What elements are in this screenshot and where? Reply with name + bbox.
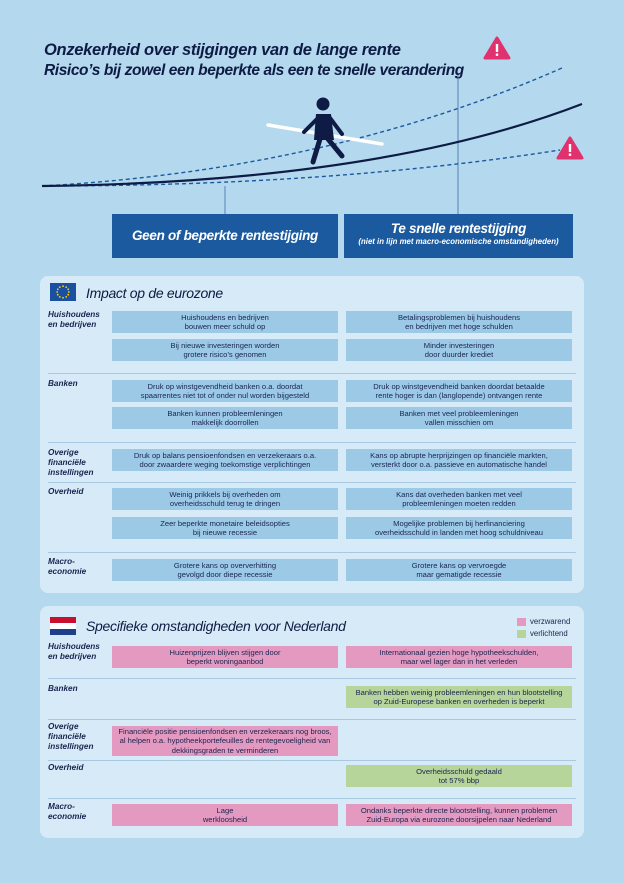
netherlands-row-label: Banken (48, 684, 78, 693)
warning-triangle-icon-bottom (558, 138, 582, 158)
legend-swatch-verzwarend (517, 618, 526, 626)
eurozone-impact-box-left: Weinig prikkels bij overheden om overheidsschuld terug te dringen (112, 488, 338, 510)
page-title: Onzekerheid over stijgingen van de lange rente (44, 41, 401, 59)
eurozone-impact-box-right: Druk op winstgevendheid banken doordat betaalde rente hoger is dan (langlopende) ontvangen rente (346, 380, 572, 402)
netherlands-box-left: Financiële positie pensioenfondsen en verzekeraars nog broos, al helpen o.a. hypotheekportefeuilles de rentegevoeligheid van dekkingsgraden te verminderen (112, 726, 338, 756)
netherlands-row-label: Macro- economie (48, 802, 87, 821)
eurozone-impact-box-left: Druk op winstgevendheid banken o.a. doordat spaarrentes niet tot of onder nul worden bijgesteld (112, 380, 338, 402)
row-divider (48, 678, 576, 679)
eurozone-impact-box-right: Kans dat overheden banken met veel probleemleningen moeten redden (346, 488, 572, 510)
eurozone-impact-box-right: Mogelijke problemen bij herfinanciering overheidsschuld in landen met hoog schuldniveau (346, 517, 572, 539)
eu-flag-icon (50, 283, 76, 301)
warning-triangle-icon-top (485, 38, 509, 58)
eurozone-impact-box-right: Minder investeringen door duurder krediet (346, 339, 572, 361)
netherlands-box-right: Overheidsschuld gedaald tot 57% bbp (346, 765, 572, 787)
steep-trajectory-line (42, 68, 562, 186)
legend-swatch-verlichtend (517, 630, 526, 638)
eurozone-row-label: Huishoudens en bedrijven (48, 310, 100, 329)
row-divider (48, 442, 576, 443)
scenario-left-label: Geen of beperkte rentestijging (131, 228, 319, 243)
eurozone-impact-box-right: Grotere kans op vervroegde maar gematigde recessie (346, 559, 572, 581)
eurozone-impact-box-right: Betalingsproblemen bij huishoudens en bedrijven met hoge schulden (346, 311, 572, 333)
netherlands-panel-title: Specifieke omstandigheden voor Nederland (86, 618, 346, 634)
eurozone-impact-box-right: Kans op abrupte herprijzingen op financiële markten, versterkt door o.a. passieve en automatische handel (346, 449, 572, 471)
eurozone-impact-box-right: Banken met veel probleemleningen vallen misschien om (346, 407, 572, 429)
row-divider (48, 760, 576, 761)
eurozone-row-label: Macro- economie (48, 557, 87, 576)
eurozone-impact-box-left: Huishoudens en bedrijven bouwen meer schuld op (112, 311, 338, 333)
netherlands-row-label: Overheid (48, 763, 84, 772)
netherlands-box-left: Lage werkloosheid (112, 804, 338, 826)
eurozone-row-label: Overige financiële instellingen (48, 448, 94, 477)
row-divider (48, 552, 576, 553)
eurozone-row-label: Banken (48, 379, 78, 388)
netherlands-box-left: Huizenprijzen blijven stijgen door beperkt woningaanbod (112, 646, 338, 668)
eurozone-impact-box-left: Bij nieuwe investeringen worden grotere risico’s genomen (112, 339, 338, 361)
eurozone-impact-box-left: Banken kunnen probleemleningen makkelijk doorrollen (112, 407, 338, 429)
row-divider (48, 719, 576, 720)
tightrope-walker-icon (304, 98, 342, 163)
eurozone-impact-panel (40, 276, 584, 593)
row-divider (48, 482, 576, 483)
scenario-right-label: Te snelle rentestijging (390, 221, 527, 236)
netherlands-row-label: Overige financiële instellingen (48, 722, 94, 751)
row-divider (48, 373, 576, 374)
legend-label-verlichtend: verlichtend (530, 629, 568, 638)
legend-label-verzwarend: verzwarend (530, 617, 571, 626)
eurozone-impact-box-left: Grotere kans op oververhitting gevolgd door diepe recessie (112, 559, 338, 581)
eurozone-impact-box-left: Druk op balans pensioenfondsen en verzekeraars o.a. door zwaardere weging toekomstige verplichtingen (112, 449, 338, 471)
netherlands-box-right: Ondanks beperkte directe blootstelling, kunnen problemen Zuid-Europa via eurozone doorsijpelen naar Nederland (346, 804, 572, 826)
scenario-right-sublabel: (niet in lijn met macro-economische omstandigheden) (358, 237, 559, 246)
dutch-flag-icon (50, 617, 76, 635)
eurozone-row-label: Overheid (48, 487, 84, 496)
netherlands-box-right: Banken hebben weinig probleemleningen en hun blootstelling op Zuid-Europese banken en overheden is beperkt (346, 686, 572, 708)
netherlands-box-right: Internationaal gezien hoge hypotheekschulden, maar wel lager dan in het verleden (346, 646, 572, 668)
scenario-limited-rate-rise (112, 214, 338, 258)
eurozone-impact-box-left: Zeer beperkte monetaire beleidsopties bij nieuwe recessie (112, 517, 338, 539)
scenario-rapid-rate-rise (344, 214, 573, 258)
netherlands-panel (40, 606, 584, 838)
page-subtitle: Risico’s bij zowel een beperkte als een te snelle verandering (44, 62, 464, 79)
netherlands-row-label: Huishoudens en bedrijven (48, 642, 100, 661)
row-divider (48, 798, 576, 799)
tightrope-line (42, 104, 582, 186)
eurozone-panel-title: Impact op de eurozone (86, 285, 223, 301)
